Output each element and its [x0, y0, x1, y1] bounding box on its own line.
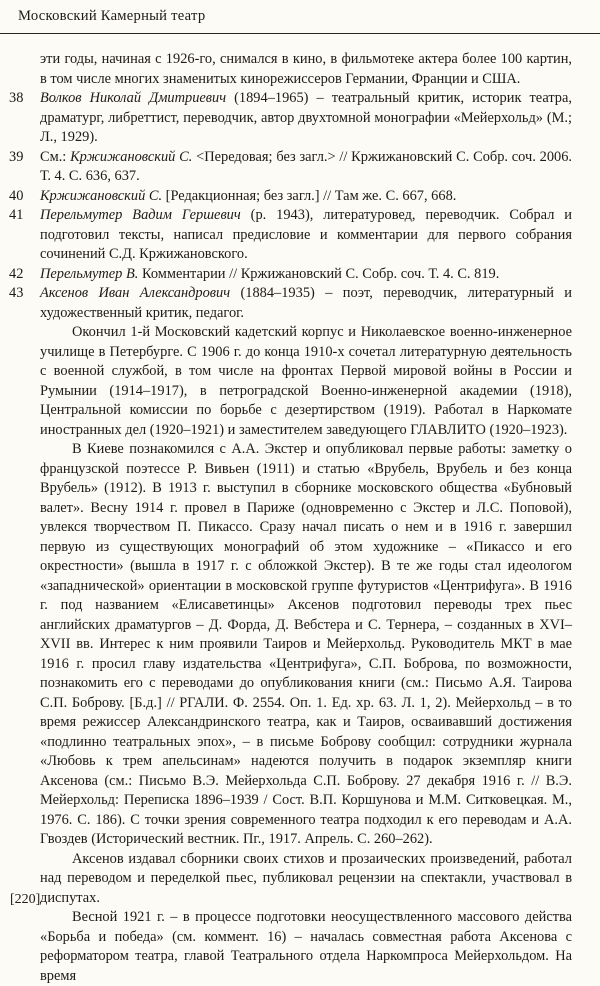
paragraph: В Киеве познакомился с А.А. Экстер и опубликовал первые работы: заметку о французской поэтессе Р. Вивьен (1911) и статью «Врубель, Врубель и без конца Врубель» (1912). В 1913 г. выступил в сборнике московского общества «Бубновый валет». Весну 1914 г. провел в Париже (одновременно с Экстер и Л.С. Поповой), увлекся творчеством П. Пикассо. Сразу начал писать о нем и в 1916 г. завершил первую из существующих монографий об этом художнике – «Пикассо и его окрестности» (вышла в 1917 г. с обложкой Экстер). В те же годы стал идеологом «западнической» ориентации в московской группе футуристов «Центрифуга». В 1916 г. под названием «Елисаветинцы» Аксенов подготовил переводы трех пьес английских драматургов – Д. Форда, Д. Вебстера и С. Тернера, – созданных в XVI–XVII вв. Интерес к ним проявили Таиров и Мейерхольд. Руководитель МКТ в мае 1916 г. просил главу издательства «Центрифуга», С.П. Боброва, по возможности, познакомить его с переводами до опубликования книги (см.: Письмо А.Я. Таирова С.П. Боброву. [Б.д.] // РГАЛИ. Ф. 2554. Оп. 1. Ед. хр. 63. Л. 1, 2). Мейерхольд – в то время режиссер Александринского театра, как и Таиров, осваивавший достижения «подлинно театральных эпох», – в письме Боброву сообщил: сотрудники журнала «Любовь к трем апельсинам» надеются получить в подарок экземпляр книги Аксенова (см.: Письмо В.Э. Мейерхольда С.П. Боброву. 27 декабря 1916 г. // В.Э. Мейерхольд: Переписка 1896–1939 / Сост. В.П. Коршунова и М.М. Ситковецкая. М., 1976. С. 186). С точки зрения современного театра подходил к его переводам и А.А. Гвоздев (Исторический вестник. Пг., 1917. Апрель. С. 260–262). — [40, 441, 572, 847]
paragraph: Окончил 1-й Московский кадетский корпус и Николаевское военно-инженерное училище в Петербурге. С 1906 г. до конца 1910-х сочетал литературную деятельность с военной службой, в том числе на фронтах Первой мировой войны в России и Румынии (1914–1917), в петроградской Военно-инженерной академии (1918), Центральной комиссии по борьбе с дезертирством (1919). Работал в Наркомате иностранных дел (1920–1921) и заместителем заведующего ГЛАВЛИТО (1920–1923). — [40, 324, 572, 438]
footnote-name: Кржижановский С. — [70, 148, 193, 165]
footnote-number: 38 — [9, 90, 24, 106]
footnote-number: 39 — [9, 148, 24, 165]
footnote-name: Кржижановский С. — [40, 187, 163, 204]
footnote-number: 42 — [9, 265, 24, 282]
footnote-name: Аксенов Иван Александрович — [40, 285, 231, 301]
footnote-40 — [9, 187, 572, 207]
footnote-text: <Передовая; без загл.> // Кржижановский С. Собр. соч. 2006. Т. 4. С. 636, 637. — [40, 148, 572, 184]
footnote-name: Перельмутер Вадим Гершевич — [40, 207, 241, 223]
footnote-38 — [9, 89, 572, 148]
footnote-text: [Редакционная; без загл.] // Там же. С. 667, 668. — [162, 187, 457, 204]
footnote-text: (1884–1935) – поэт, переводчик, литературный и художественный критик, педагог. — [40, 285, 572, 321]
footnote-41 — [9, 206, 572, 265]
footnote-name: Волков Николай Дмитриевич — [40, 90, 227, 106]
header-rule — [0, 33, 600, 34]
footnote-name: Перельмутер В. — [40, 265, 139, 282]
running-header: Московский Камерный театр — [18, 8, 206, 24]
footnote-43 — [9, 284, 572, 323]
footnote-number: 41 — [9, 207, 24, 223]
page-number: [220] — [10, 892, 41, 907]
footnote-number: 43 — [9, 285, 24, 301]
paragraph: Весной 1921 г. – в процессе подготовки неосуществленного массового действа «Борьба и победа» (см. коммент. 16) – началась совместная работа Аксенова с реформатором театра, главой Театрального отдела Наркомпроса Мейерхольдом. На время — [40, 909, 572, 984]
footnote-prefix: См.: — [40, 148, 71, 165]
footnote-39 — [9, 148, 572, 187]
footnote-42 — [9, 265, 572, 285]
footnote-text: Комментарии // Кржижановский С. Собр. соч. Т. 4. С. 819. — [138, 265, 500, 282]
paragraph: Аксенов издавал сборники своих стихов и прозаических произведений, работал над переводом и переделкой пьес, публиковал рецензии на спектакли, участвовал в диспутах. — [40, 850, 572, 906]
footnote-text: (1894–1965) – театральный критик, историк театра, драматург, либреттист, переводчик, автор двухтомной монографии «Мейерхольд» (М.; Л., 1929). — [40, 90, 572, 145]
footnote-text: (р. 1943), литературовед, переводчик. Собрал и подготовил тексты, написал предисловие и комментарии для первого собрания сочинений С.Д. Кржижановского. — [40, 207, 572, 262]
footnote-number: 40 — [9, 187, 24, 204]
continued-note-text: эти годы, начиная с 1926-го, снимался в кино, в фильмотеке актера более 100 картин, в том числе многих знаменитых кинорежиссеров Германии, Франции и США. — [40, 51, 572, 87]
